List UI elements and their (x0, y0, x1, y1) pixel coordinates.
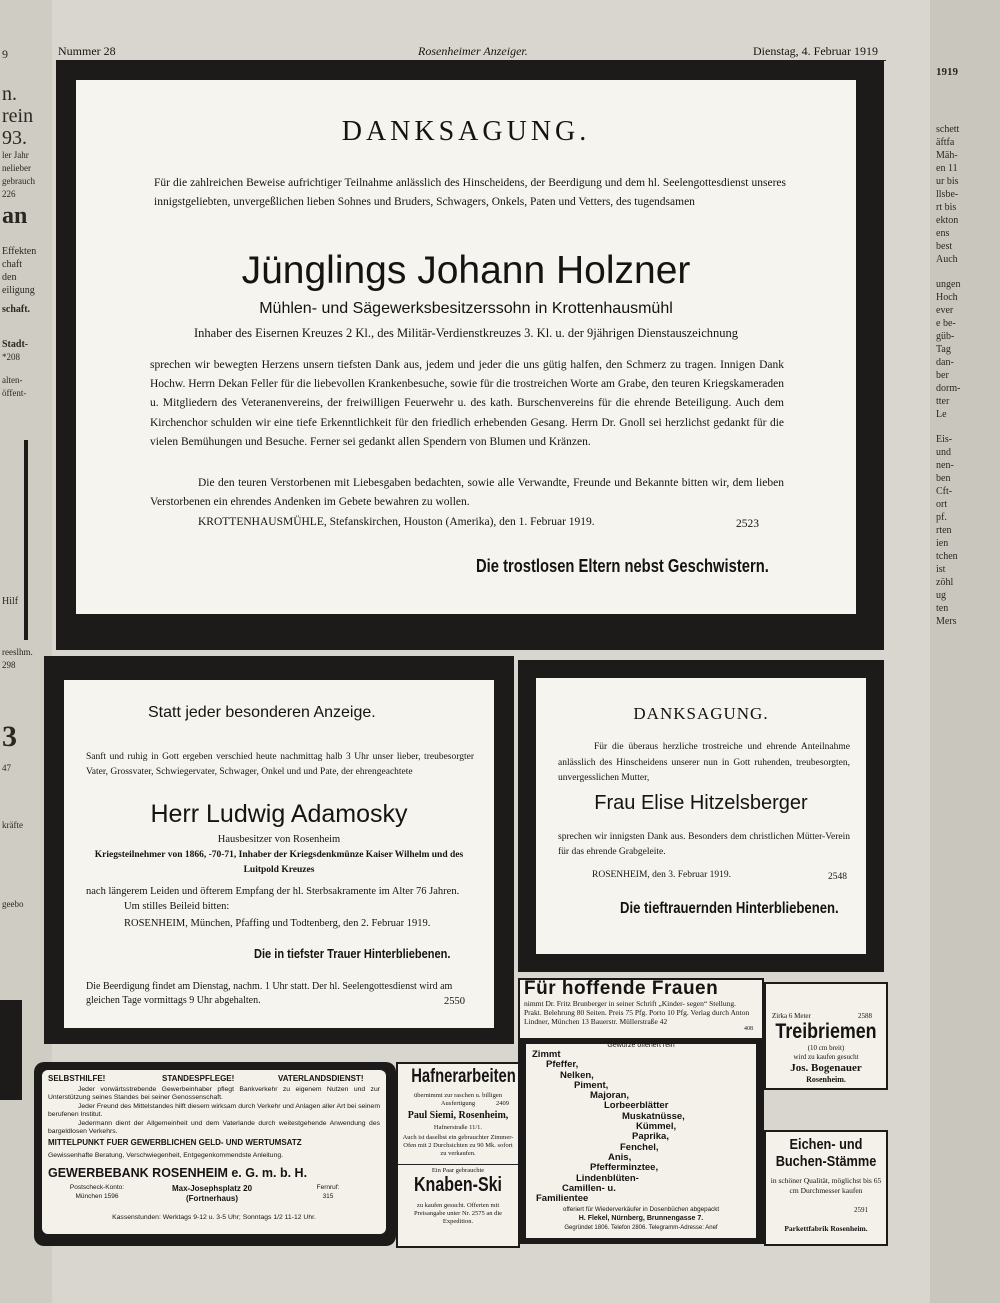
ad-bank-line1c: VATERLANDSDIENST! (278, 1074, 364, 1083)
holzner-notice (76, 80, 856, 614)
left-frag: 93. (2, 127, 27, 149)
adamosky-place-date: ROSENHEIM, München, Pfaffing und Todtenberg, den 2. Februar 1919. (124, 918, 431, 929)
ad-hafner-ski-text: zu kaufen gesucht. Offerten mit Preisangabe unter Nr. 2575 an die Expedition. (413, 1202, 503, 1225)
right-frag: Auch (936, 254, 958, 265)
holzner-ref: 2523 (736, 518, 759, 530)
hitzelsberger-heading: DANKSAGUNG. (633, 704, 769, 723)
right-frag: Hoch (936, 292, 958, 303)
ad-hafner-text: übernimmt zur raschen u. billigen Ausfertigung (414, 1092, 502, 1107)
adamosky-occupation: Hausbesitzer von Rosenheim (217, 834, 341, 845)
spice-item: Kümmel, (636, 1121, 677, 1133)
ad-spices-list (532, 1050, 685, 1204)
right-frag: ist (936, 564, 946, 575)
ad-bank-post-value: München 1596 (75, 1193, 119, 1200)
right-frag: rt bis (936, 202, 957, 213)
right-frag: best (936, 241, 953, 252)
holzner-name: Jünglings Johann Holzner (241, 249, 691, 292)
left-frag: 9 (2, 47, 8, 61)
adamosky-request: Um stilles Beileid bitten: (124, 901, 230, 912)
ad-hafner-addr: Hafnerstraße 11/1. (433, 1124, 483, 1131)
right-frag: Le (936, 409, 947, 420)
newspaper-name: Rosenheimer Anzeiger. (418, 44, 528, 58)
holzner-body2: Die den teuren Verstorbenen mit Liebesgaben bedachten, sowie alle Verwandte, Freunde und Bekannte bitten wir, dem lieben Verstorbenen ein ehrendes Andenken im Gebete bewahren zu wollen. (150, 477, 784, 508)
ad-hafner-divider (398, 1164, 518, 1165)
ad-stamme-firm: Parkettfabrik Rosenheim. (784, 1224, 868, 1233)
holzner-subtitle: Mühlen- und Sägewerksbesitzerssohn in Krottenhausmühl (259, 300, 673, 317)
left-frag: 298 (2, 660, 16, 670)
left-frag: Effekten (2, 246, 37, 257)
hitzelsberger-name: Frau Elise Hitzelsberger (594, 792, 808, 814)
issue-date: Dienstag, 4. Februar 1919 (753, 44, 878, 58)
left-margin-border (24, 440, 28, 640)
spice-item: Lindenblüten- (576, 1172, 639, 1184)
right-frag: en 11 (936, 163, 958, 174)
right-frag: güb- (936, 331, 955, 342)
ad-bank-hours: Kassenstunden: Werktags 9-12 u. 3-5 Uhr; Sonntags 1/2 11-12 Uhr. (112, 1214, 316, 1221)
right-frag: ug (936, 590, 946, 601)
ad-stamme (764, 1130, 888, 1246)
spice-item: Paprika, (632, 1131, 669, 1143)
ad-hafner-ski-pre: Ein Paar gebrauchte (431, 1167, 485, 1174)
ad-bank-addr2: (Fortnerhaus) (186, 1194, 238, 1203)
left-frag: den (2, 272, 17, 283)
ad-treibriemen-text: wird zu kaufen gesucht (793, 1053, 859, 1061)
right-margin-fragments (936, 66, 998, 628)
ad-treibriemen-title: Treibriemen (775, 1020, 877, 1043)
left-frag: eiligung (2, 285, 35, 296)
ad-bank-headline: MITTELPUNKT FUER GEWERBLICHEN GELD- UND WERTUMSATZ (48, 1138, 302, 1147)
holzner-signature: Die trostlosen Eltern nebst Geschwistern. (476, 556, 769, 576)
adamosky-notice (64, 680, 494, 1028)
holzner-honors: Inhaber des Eisernen Kreuzes 2 Kl., des Militär-Verdienstkreuzes 3. Kl. u. der 9jährigen Dienstauszeichnung (193, 326, 739, 340)
right-frag: Mers (936, 616, 957, 627)
adamosky-name: Herr Ludwig Adamosky (150, 800, 408, 828)
ad-bank (42, 1070, 386, 1234)
left-frag: an (2, 203, 28, 229)
right-frag: und (936, 447, 951, 458)
left-frag: schaft. (2, 304, 31, 315)
spice-item: Muskatnüsse, (622, 1110, 685, 1122)
hitzelsberger-place-date: ROSENHEIM, den 3. Februar 1919. (592, 870, 732, 880)
ad-stamme-title: Eichen- und Buchen-Stämme (775, 1136, 877, 1170)
ad-hafner-name: Paul Siemi, Rosenheim, (407, 1110, 509, 1121)
ad-treibriemen-firm: Jos. Bogenauer (790, 1062, 862, 1074)
left-frag: reeslhm. (2, 647, 33, 657)
spice-item: Anis, (608, 1151, 632, 1163)
left-frag: rein (2, 105, 34, 127)
holzner-intro: Für die zahlreichen Beweise aufrichtiger Teilnahme anlässlich des Hinscheidens, der Beerdigung und dem hl. Seelengottesdienst unseres innigstgeliebten, unvergeßlichen lieben Sohnes und Bruders, Schwagers, Onkels, Paten und Vetters, des tugendsamen (154, 177, 786, 208)
left-frag: 226 (2, 189, 16, 199)
left-frag: öffent- (2, 388, 27, 398)
ad-frauen-ref: 408 (744, 1026, 753, 1032)
spice-item: Pfefferminztee, (590, 1162, 659, 1174)
ad-treibriemen (764, 982, 888, 1090)
adamosky-circumstances: nach längerem Leiden und öfterem Empfang der hl. Sterbsakramente im Alter 76 Jahren. (86, 886, 460, 897)
spice-item: Fenchel, (620, 1141, 659, 1153)
page-header (58, 44, 878, 60)
adamosky-ref: 2550 (444, 996, 465, 1007)
left-frag: alten- (2, 375, 23, 385)
ad-bank-post-label: Postscheck-Konto: (69, 1184, 125, 1191)
adamosky-heading: Statt jeder besonderen Anzeige. (148, 704, 376, 721)
left-frag: Stadt- (2, 339, 29, 350)
hitzelsberger-intro: Für die überaus herzliche trostreiche und ehrende Anteilnahme anlässlich des Hinscheidens unserer nun in Gott ruhenden, treubesorgten, unvergesslichen Mutter, (558, 742, 850, 783)
ad-frauen-text: nimmt Dr. Fritz Brunberger in seiner Schrift „Kinder- segen“ Stellung. Prakt. Belehrung 80 Seiten. Preis 75 Pfg. Porto 10 Pfg. Verlag durch Anton Lindner, München 13 Bauerstr. Müllerstraße 42 (524, 999, 750, 1026)
right-frag: ben (936, 473, 951, 484)
ad-frauen (518, 978, 764, 1040)
hitzelsberger-body: sprechen wir innigsten Dank aus. Besonders dem christlichen Mütter-Verein für das ehrende Grabgeleite. (558, 832, 850, 857)
ad-spices-footer: Gegründet 1806. Telefon 2806. Telegramm-Adresse: Anef (564, 1225, 718, 1231)
right-frag: ur bis (936, 176, 959, 187)
ad-treibriemen-top: Zirka 6 Meter (772, 1012, 811, 1020)
ad-treibriemen-city: Rosenheim. (806, 1075, 846, 1084)
adamosky-signature: Die in tiefster Trauer Hinterbliebenen. (254, 946, 451, 961)
right-frag: dorm- (936, 383, 961, 394)
spice-item: Pfeffer, (546, 1059, 579, 1071)
right-frag: ort (936, 499, 948, 510)
spice-item: Zimmt (532, 1049, 561, 1060)
right-frag: zöhl (936, 577, 954, 588)
left-frag: Hilf (2, 596, 19, 607)
ad-bank-line1b: STANDESPFLEGE! (162, 1074, 235, 1083)
right-frag: Mäh- (936, 150, 958, 161)
right-frag: tchen (936, 551, 958, 562)
ad-spices-note: offeriert für Wiederverkäufer in Dosenbüchen abgepackt (562, 1206, 720, 1213)
right-frag: e be- (936, 318, 956, 329)
ad-frauen-title: Für hoffende Frauen (524, 978, 719, 999)
left-frag: ler Jahr (2, 150, 29, 160)
right-frag: ekton (936, 215, 959, 226)
right-frag: tter (936, 396, 950, 407)
ad-bank-line1a: SELBSTHILFE! (48, 1074, 106, 1083)
left-frag: geebo (2, 899, 24, 909)
spice-item: Familientee (536, 1193, 589, 1205)
right-frag: rten (936, 525, 952, 536)
holzner-place-date: KROTTENHAUSMÜHLE, Stefanskirchen, Houston (Amerika), den 1. Februar 1919. (198, 516, 595, 528)
right-frag: 1919 (936, 66, 958, 78)
hitzelsberger-signature: Die tieftrauernden Hinterbliebenen. (620, 900, 839, 917)
ad-bank-text1: Jeder vorwärtsstrebende Gewerbeinhaber pflegt Bankverkehr zu eigenem Nutzen und zur Unterstützung seines Standes bei seiner Genossenschaft. (48, 1086, 380, 1102)
ad-hafner-ski: Knaben-Ski (413, 1174, 503, 1196)
ad-stamme-text: in schöner Qualität, möglichst bis 65 cm Durchmesser kaufen (770, 1176, 882, 1195)
spice-item: Nelken, (560, 1069, 594, 1081)
right-frag: äftfa (936, 137, 955, 148)
left-frag: 3 (2, 720, 17, 753)
spice-item: Piment, (574, 1079, 609, 1091)
ad-bank-services: Gewissenhafte Beratung, Verschwiegenheit, Entgegenkommendste Anleitung. (48, 1152, 284, 1159)
ad-spices (526, 1044, 756, 1238)
issue-number: Nummer 28 (58, 44, 116, 58)
ad-hafner-ref: 2409 (496, 1100, 509, 1107)
spice-item: Majoran, (590, 1090, 630, 1102)
right-frag: Eis- (936, 434, 953, 445)
spice-item: Lorbeerblätter (604, 1100, 669, 1112)
ad-spices-firm: H. Flekel, Nürnberg, Brunnengasse 7. (578, 1215, 704, 1222)
ad-hafner-text2: Auch ist daselbst ein gebrauchter Zimmer-Ofen mit 2 Durchsichten zu 90 Mk. sofort zu verkaufen. (402, 1134, 514, 1157)
left-frag: n. (2, 83, 17, 105)
left-frag: kräfte (2, 820, 23, 830)
right-frag: ever (936, 305, 954, 316)
ad-bank-addr1: Max-Josephsplatz 20 (171, 1184, 253, 1193)
left-frag: nelieber (2, 163, 31, 173)
right-frag: nen- (936, 460, 954, 471)
left-frag: 47 (2, 763, 11, 773)
adamosky-intro: Sanft und ruhig in Gott ergeben verschied heute nachmittag halb 3 Uhr unser lieber, treubesorgter Vater, Grossvater, Schwiegervater, Schwager, Onkel und und Pate, der ehrengeachtete (86, 752, 474, 777)
left-margin-border (0, 1000, 22, 1100)
right-frag: ungen (936, 279, 961, 290)
holzner-body: sprechen wir bewegten Herzens unsern tiefsten Dank aus, jedem und jeder die uns gütig halfen, den Schmerz zu tragen. Innigen Dank Hochw. Herrn Dekan Feller für die liebevollen Krankenbesuche, sowie für die trostreichen Worte am Grabe, den teuren Kriegskameraden u. Mitgliedern des Veteranenvereins, der freiwilligen Feuerwehr u. des kath. Burschenvereins für die ehrende Beteiligung. Auch dem Kirchenchor schulden wir eine tiefe Erkenntlichkeit für den friedlich erhebenden Gesang. Herrn Dr. Gnoll sei herzlichst gedankt für die vielen Bemühungen und Besuche. Ferner sei gedankt allen Spendern von Blumen und Kränzen. (150, 359, 784, 448)
ad-spices-header: Gewürze offeriert rein (607, 1042, 675, 1049)
holzner-title: DANKSAGUNG. (341, 116, 591, 147)
right-frag: pf. (936, 512, 947, 523)
ad-stamme-ref: 2591 (854, 1206, 868, 1214)
right-frag: ber (936, 370, 949, 381)
ad-hafner-title: Hafnerarbeiten (411, 1066, 516, 1087)
right-frag: Tag (936, 344, 951, 355)
hitzelsberger-notice (536, 678, 866, 954)
right-frag: schett (936, 124, 960, 135)
ad-treibriemen-size: (10 cm breit) (807, 1044, 845, 1052)
left-frag: chaft (2, 259, 22, 270)
left-frag: *208 (2, 352, 20, 362)
ad-treibriemen-ref: 2588 (858, 1012, 872, 1020)
adamosky-funeral: Die Beerdigung findet am Dienstag, nachm. 1 Uhr statt. Der hl. Seelengottesdienst wird am gleichen Tage vormittags 9 Uhr abgehalten. (86, 981, 453, 1006)
right-frag: Cft- (936, 486, 953, 497)
hitzelsberger-ref: 2548 (828, 872, 847, 882)
ad-bank-text2: Jeder Freund des Mittelstandes hilft diesem wirksam durch Verkehr und Anlagen aller Art bei seinem berufenen Institut. (48, 1103, 380, 1119)
ad-hafner (396, 1062, 520, 1248)
right-frag: llsbe- (936, 189, 959, 200)
right-frag: ens (936, 228, 950, 239)
spice-item: Camillen- u. (562, 1182, 616, 1194)
ad-bank-tel-label: Fernruf: (316, 1184, 340, 1191)
ad-bank-text3: Jedermann dient der Allgemeinheit und dem Vaterlande durch weitestgehende Anwendung des bargeldlosen Verkehrs. (48, 1120, 380, 1136)
left-frag: gebrauch (2, 176, 35, 186)
right-frag: dan- (936, 357, 954, 368)
ad-bank-name: GEWERBEBANK ROSENHEIM e. G. m. b. H. (48, 1166, 308, 1180)
right-frag: ien (936, 538, 949, 549)
right-frag: ten (936, 603, 949, 614)
ad-bank-tel-value: 315 (322, 1193, 334, 1200)
adamosky-veteran: Kriegsteilnehmer von 1866, -70-71, Inhaber der Kriegsdenkmünze Kaiser Wilhelm und des Luitpold Kreuzes (94, 850, 464, 875)
